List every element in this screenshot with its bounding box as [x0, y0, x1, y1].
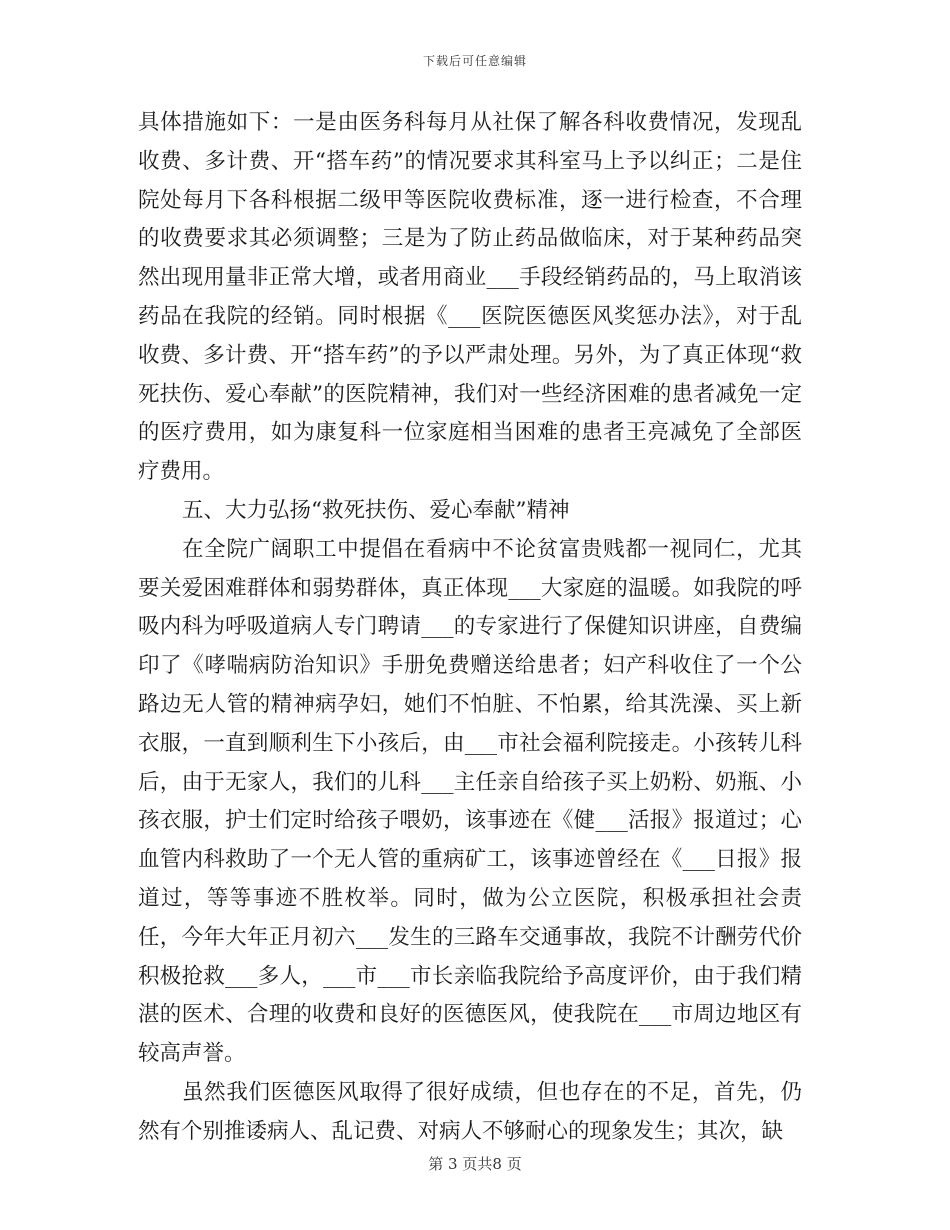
footer-middle: 页共 — [462, 1155, 493, 1173]
footer-prefix: 第 — [428, 1155, 444, 1173]
page-header: 下载后可任意编辑 — [422, 54, 527, 68]
paragraph-spirit: 在全院广阔职工中提倡在看病中不论贫富贵贱都一视同仁，尤其要关爱困难群体和弱势群体，真正体现___大家庭的温暖。如我院的呼吸内科为呼吸道病人专门聘请___的专家进行了保健知识讲座，自费编印了《哮喘病防治知识》手册免费赠送给患者；妇产科收住了一个公路边无人管的精神病孕妇，她们不怕脏、不怕累，给其洗澡、买上新衣服，一直到顺利生下小孩后，由___市社会福利院接走。小孩转儿科后，由于无家人，我们的儿科___主任亲自给孩子买上奶粉、奶瓶、小孩衣服，护士们定时给孩子喂奶，该事迹在《健___活报》报道过；心血管内科救助了一个无人管的重病矿工，该事迹曾经在《___日报》报道过，等等事迹不胜枚举。同时，做为公立医院，积极承担社会责任，今年大年正月初六___发生的三路车交通事故，我院不计酬劳代价积极抢救___多人，___市___市长亲临我院给予高度评价，由于我们精湛的医术、合理的收费和良好的医德医风，使我院在___市周边地区有较高声誉。 — [138, 536, 802, 1067]
page-footer — [0, 1153, 950, 1174]
footer-total-pages: 8 — [492, 1155, 502, 1173]
footer-suffix: 页 — [506, 1155, 522, 1173]
document-body — [138, 104, 802, 1152]
paragraph-measures: 具体措施如下：一是由医务科每月从社保了解各科收费情况，发现乱收费、多计费、开“搭车药”的情况要求其科室马上予以纠正；二是住院处每月下各科根据二级甲等医院收费标准，逐一进行检查，不合理的收费要求其必须调整；三是为了防止药品做临床，对于某种药品突然出现用量非正常大增，或者用商业___手段经销药品的，马上取消该药品在我院的经销。同时根据《___医院医德医风奖惩办法》，对于乱收费、多计费、开“搭车药”的予以严肃处理。另外，为了真正体现“救死扶伤、爱心奉献”的医院精神，我们对一些经济困难的患者减免一定的医疗费用，如为康复科一位家庭相当困难的患者王亮减免了全部医疗费用。 — [138, 110, 802, 485]
paragraph-shortcomings: 虽然我们医德医风取得了很好成绩，但也存在的不足，首先，仍然有个别推诿病人、乱记费、对病人不够耐心的现象发生；其次，缺 — [138, 1079, 802, 1144]
footer-page-number: 3 — [448, 1155, 458, 1173]
section-heading-five: 五、大力弘扬“救死扶伤、爱心奉献”精神 — [182, 497, 570, 523]
